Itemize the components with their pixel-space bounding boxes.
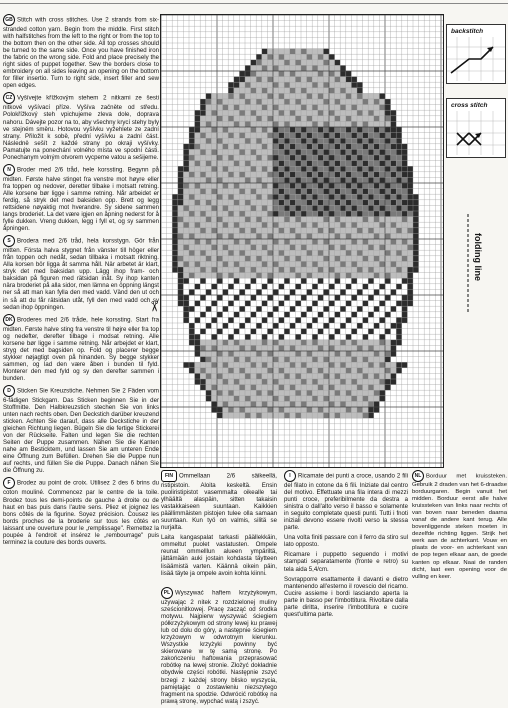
lang-badge-s: S [3,235,15,247]
folding-line-label: folding line [473,233,483,281]
backstitch-icon [447,37,505,81]
instruction-n: N Broder med 2/6 tråd, hele korssting. Begynn på midten. Første halve stinget fra venstre mot høyre eller fra toppen og nedover, deretter tilbake i motsatt retning. Alle korsene bør ligge i samme retning. Når arbeidet er ferdig, så stryk det med baksiden opp. Brett og legg rettsidene nøyaktig mot hverandre. Sy sidene sammen langs broderiet. La det være igjen en åpning nederst for å fylle dukken. Vreng dukken, legg i fyll et, og sy sammen åpningen. [3,164,159,232]
cross-stitch-chart [160,14,444,468]
backstitch-diagram [446,24,506,84]
lang-badge-cz: CZ [3,92,15,104]
instruction-f: F Brodez au point de croix. Utilisez 2 des 6 brins du coton mouliné. Commencez par le centre de la toile. Brodez tous les demi-points de gauche à droite ou de haut en bas puis dans l'autre sens. Pliez et joignez les bons côtés de la figurine. Soyez précision. Cousez les bords proches de la broderie sur tous les côtés en laissant une ouverture pour le „remplissage". Remettez la poupée à l'endroit et insérez le „rembourrage" puis terminez la couture des bords ouverts. [3,477,159,545]
top-rule [0,3,508,4]
instruction-dk: DK Broderes med 2/6 tråde, hele korssting. Start fra midten. Første halve sting fra venstre til højre eller fra top og nedefter, derefter tilbage i modsat retning. Alle korsene bør ligge i samme retning. Når arbejdet er klart, stryg det med bagsiden op. Fold og placerer begge stykker nøjagtigt oven på hinanden. Sy begge stykker sammen, og lad den være åben i bunden til fyld. Monterer den med fyld og sy den derefter sammen i bunden. [3,314,159,382]
lang-badge-f: F [3,477,15,489]
instructions-left-column [3,14,159,549]
instruction-gb: GB Stitch with cross stitches. Use 2 strands from six-stranded cotton yarn. Begin from the middle. First stitch with halfstitches from the left to the right or from the top to the bottom then on the other side. All top crosses should be turned to the same side. Once you have finished iron the fabric on the wrong side. Fold and place precisely the right sides of puppet together. Sew the borders close to embroidery on all sides leaving an opening on the bottom for filler insertio. Turn to right side, insert filler and sew open edges. [3,14,159,89]
scissors-icon: ✂ [146,300,163,313]
crossstitch-icon [447,111,505,155]
chart-grid [161,15,443,467]
folding-line-marker [464,214,486,314]
instruction-s: S Brodera med 2/6 tråd, hela korsstygn. Gör från mitten. Första halva stygnet från vänster till höger eller från toppen och nedåt, sedan tillbaka i motsatt riktning. Alla korsen bör ligga åt samma håll. När arbetet är klart, stryk det med baksidan upp. Lägg ihop fram- och baksidan på figuren med rätsidan inåt. Sy ihop kanten nära broderiet på alla sidor, men lämna en öppning längst ner så att man kan fylla den med vadd. Vänd den ut och in så att du får rätsidan utåt, fyll den med vadd och sy sedan ihop öppningen. [3,235,159,310]
lang-badge-d: D [3,385,15,397]
instruction-pl: PL Wyszywać haftem krzyżykowym, używając 2 nitek z rozdzielonej muliny sześcionitkowej. Pracę zacząć od środka motywu. Najpierw wyszywać ściegiem półkrzyżykowym od strony lewej ku prawej lub od dołu do góry, a następnie ściegiem krzyżowym w odwrotnym kierunku. Wszystkie krzyżyki powinny być skierowane w tę samą stronę. Po zakończeniu haftowania przeprasować robótkę na lewej stronie. Złożyć dokładnie obydwie części robótki. Następnie zszyć brzegi z każdej strony blisko wyszycia, pamiętając o zostawieniu niezszytego fragment na spodzie. Odwrócić robótkę na prawą stronę, wypchać watą i zszyć. [161,587,277,708]
lang-badge-fin: FIN [161,470,177,482]
lang-badge-dk: DK [3,314,15,326]
backstitch-label: backstitch [451,28,484,35]
lang-badge-i: I [284,470,296,482]
instruction-nl: NL Borduur met kruissteken. Gebruik 2 draden van het 6-draadse borduurgaren. Begin vanuit het midden. Borduur eerst alle halve kruissteken van links naar rechts of van boven naar beneden daarna vanaf de andere kant terug. Alle bovenliggende steken moeten in dezelfde richting liggen. Strijk het werk aan de achterkant. Vouw en plaats de voor- en achterkant van de pop tegen elkaar aan, de goede kanten op elkaar. Naai de randen dicht, laat een opening voor de vulling en keer. [412,470,507,584]
instruction-i: I Ricamate dei punti a croce, usando 2 fili del filato in cotone da 6 fili. Iniziate dal centro del motivo. Effettuate una fila intera di mezzi punti croce, preferibilmente da destra a sinistra o dall'alto verso il basso e solamente in seguito completate questi punti. Tutti i fnoti iniziali devono essere rivolti verso la stessa parte. Una volta finiti passare con il ferro da stiro sul lato opposto. Ricamare i puppetto seguendo i motivi stampati separatamente (fronte e retro) su tela aida 5,4/cm. Sovrapporre esattamente il davanti e dietro mantenendo all'esterno il rovescio del ricamo. Cucire assieme i bordi lasciando aperta la parte in basso per l'imbottitura. Rivoltare dalla parte diritta, inserire l'imbottitura e cucire quest'ultima parte. [284,470,408,621]
instruction-cz: CZ Vyšívejte křížkovým stehem 2 nitkami ze šesti nitkové vyšívací příze. Vyšíva začněte od středu. Polokřížkový steh vpichujeme zleva dole, doprava nahoru. Dávejte pozor na to, aby všechny krycí stehy byly ve stejném směru. Hotovou vyšívku vyžehlete ze zadní strany. Přiložit k sobě, přední vyšívku a zadní část. Následně sešít z každé strany po okraji vyšívky. Pamatujte na ponechání volného místa ve spodní části. Ponechanym volným otvorem vycpeme vatou a sešijeme. [3,92,159,160]
instruction-d: D Sticken Sie Kreuzstiche. Nehmen Sie 2 Fäden vom 6-fädigen Stickgarn. Das Sticken beginnen Sie in der Stoffmitte. Den Halbkreuzstich stechen Sie von links unten nach rechts oben. Den Deckstich darüber kreuzend sticken. Achten Sie darauf, dass alle Deckstiche in der gleichen Richtung liegen. Bügeln Sie die fertige Stickerei von der Rückseite. Falten und legen Sie die rechten Seiten der Puppe zusammen. Nähen Sie die Kanten nahe am Besticktem, und lassen Sie am unteren Ende eine Öffnung zum Befüllen. Drehen Sie die Puppe nun auf rechts, und füllen Sie die Puppe. Danach nähen Sie die Öffnung zu. [3,385,159,475]
lang-badge-gb: GB [3,14,15,26]
lang-badge-n: N [3,164,15,176]
instruction-fin: FIN Ommellaan 2/6 säikeellä, ristipistoin. Aloita keskeltä. Ensin puoliristipistot vasemmalta oikealle tai ylhäältä alaspäin, sitten takaisin vastakkaiseen suuntaan. Kaikkien päällimmäisten pistojen tulee olla samaan suuntaan. Kun työ on valmis, silitä se nurjalta. Laita kangaspalat tarkasti päällekkäin, ommeltut puolet vastatusten. Ompele reunat ommelllun alueen ympäriltä, jättämään auki jostain kohdasta täytteen lisäämistä varten. Käännä oikein päin, lisää täyte ja ompele avoin kohta kiinni. [161,470,277,580]
crossstitch-label: cross stitch [451,102,488,109]
lang-badge-nl: NL [412,470,424,482]
lang-badge-pl: PL [161,587,173,599]
stitch-guide-panel [444,14,508,466]
crossstitch-diagram [446,98,506,158]
